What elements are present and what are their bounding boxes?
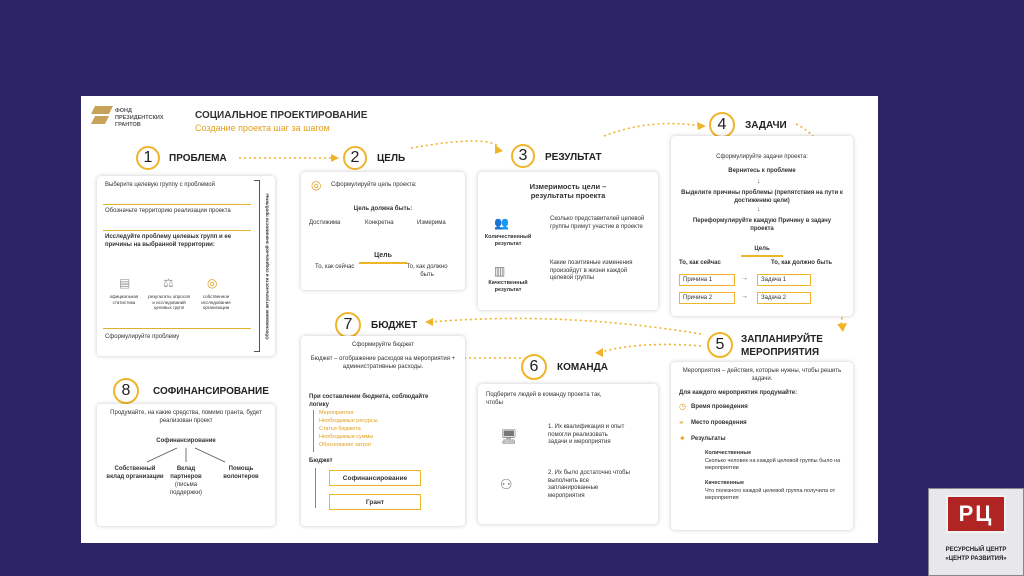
qual-label: Качественный результат — [488, 280, 528, 293]
problem-item-1: Выберите целевую группу с проблемой — [105, 182, 215, 188]
problem-item-3: Исследуйте проблему целевых групп и ее причины на выбранной территории: — [105, 234, 232, 248]
budget-logic: При составлении бюджета, соблюдайте логику — [309, 394, 429, 408]
budget-cofinancing: Софинансирование — [329, 470, 421, 486]
events-each: Для каждого мероприятия продумайте: — [679, 390, 798, 396]
events-item-1: Время проведения — [691, 404, 748, 410]
step-7-number: 7 — [335, 312, 361, 338]
infographic-slide — [81, 96, 878, 543]
step-6-title: КОМАНДА — [557, 362, 609, 373]
cofinancing-own: Собственный вклад организации — [106, 466, 164, 480]
badge-line-2: «ЦЕНТР РАЗВИТИЯ» — [945, 556, 1007, 562]
step-6-number: 6 — [521, 354, 547, 380]
tree-5: Обоснование затрат — [319, 442, 372, 448]
tasks-bar — [741, 255, 783, 257]
goal-prop-3: Измерима — [417, 220, 446, 226]
results-icon: ✦ — [679, 434, 686, 443]
tasks-right: То, как должно быть — [771, 260, 833, 266]
goal-must: Цель должна быть: — [353, 206, 413, 212]
badge-letters: РЦ — [958, 501, 994, 526]
logo-text-1: ФОНД — [115, 108, 132, 114]
scales-icon: ⚖ — [163, 276, 174, 290]
events-quant-head: Количественные — [705, 450, 752, 456]
budget-desc: Бюджет – отображение расходов на мероприятия + административные расходы. — [310, 356, 456, 370]
events-qual-head: Качественные — [705, 480, 745, 486]
budget-grant: Грант — [329, 494, 421, 510]
clock-icon: ◷ — [679, 402, 686, 411]
step-5-title-2: МЕРОПРИЯТИЯ — [741, 347, 820, 358]
side-note: Обоснование актуальности и социальной значимости проблемы — [264, 193, 270, 340]
document-icon: ▤ — [119, 276, 131, 290]
step-4-title: ЗАДАЧИ — [745, 120, 787, 131]
task-2: Задача 2 — [757, 292, 811, 304]
tasks-left: То, как сейчас — [679, 260, 721, 266]
goal-center: Цель — [374, 252, 392, 259]
arrow-down-icon: ↓ — [757, 178, 761, 185]
result-head: Измеримость цели – результаты проекта — [529, 182, 607, 200]
cofinancing-letters: (письма поддержки) — [169, 482, 203, 496]
source-own-research: собственное исследование организации — [201, 294, 231, 310]
location-icon: ⌖ — [679, 418, 684, 427]
badge-line-1: РЕСУРСНЫЙ ЦЕНТР — [945, 547, 1007, 553]
source-surveys: результаты опросов и исследований целевых групп — [148, 294, 190, 310]
cofinancing-center: Софинансирование — [156, 438, 216, 444]
cause-1: Причина 1 — [679, 274, 735, 286]
cofinancing-partners: Вклад партнеров — [170, 466, 202, 480]
page-title: СОЦИАЛЬНОЕ ПРОЕКТИРОВАНИЕ — [195, 110, 368, 121]
quant-label: Количественный результат — [484, 234, 532, 247]
tasks-step-1: Вернитесь к проблеме — [728, 168, 796, 174]
step-8-number: 8 — [113, 378, 139, 404]
cofinancing-card — [97, 404, 275, 526]
events-qual: Что полезного каждой целевой группа получила от мероприятия — [705, 488, 836, 501]
step-8-title: СОФИНАНСИРОВАНИЕ — [153, 386, 269, 397]
bracket-line — [254, 180, 260, 352]
tasks-step-2: Выделите причины проблемы (препятствия на пути к достижению цели) — [681, 190, 843, 204]
cofinancing-arrows — [97, 404, 275, 526]
tasks-center: Цель — [754, 246, 770, 252]
tree-3: Статья бюджета — [319, 426, 361, 432]
tree-1: Мероприятия — [319, 410, 354, 416]
problem-card — [97, 176, 275, 356]
budget-label: Бюджет — [309, 458, 333, 464]
team-point-1: 1. Их квалификация и опыт помогли реализовать задачи и мероприятия — [548, 424, 625, 445]
qual-desc: Какие позитивные изменения произойдут в жизни каждой целевой группы — [550, 260, 633, 281]
events-lead: Мероприятия – действия, которые нужны, чтобы решить задачи. — [682, 368, 842, 382]
presentation-icon: 🖥 — [500, 428, 518, 444]
logo-text-2: ПРЕЗИДЕНТСКИХ — [115, 115, 164, 121]
tree-line — [313, 410, 314, 452]
step-2-number: 2 — [343, 146, 367, 170]
step-3-title: РЕЗУЛЬТАТ — [545, 152, 602, 163]
logo-text-3: ГРАНТОВ — [115, 122, 141, 128]
divider — [103, 204, 251, 205]
team-card — [478, 384, 658, 524]
events-card — [671, 362, 853, 530]
goal-lead: Сформулируйте цель проекта: — [331, 182, 417, 188]
arrow-down-icon: ↓ — [757, 206, 761, 213]
budget-card — [301, 336, 465, 526]
step-1-number: 1 — [136, 146, 160, 170]
events-item-3: Результаты — [691, 436, 726, 442]
problem-item-2: Обозначьте территорию реализации проекта — [105, 208, 231, 214]
problem-item-4: Сформулируйте проблему — [105, 334, 180, 340]
tasks-card — [671, 136, 853, 316]
goal-card — [301, 172, 465, 290]
step-7-title: БЮДЖЕТ — [371, 320, 418, 331]
step-1-title: ПРОБЛЕМА — [169, 153, 227, 164]
cofinancing-volunteers: Помощь волонтеров — [223, 466, 259, 480]
source-statistics: официальная статистика — [109, 294, 139, 305]
team-icon: ⚇ — [500, 476, 513, 492]
goal-right: То, как должно быть — [406, 264, 448, 278]
step-5-number: 5 — [707, 332, 733, 358]
tree-2: Необходимые ресурсы — [319, 418, 378, 424]
budget-lead: Сформируйте бюджет — [352, 342, 414, 348]
step-2-title: ЦЕЛЬ — [377, 153, 406, 164]
team-point-2: 2. Их было достаточно чтобы выполнить все запланированные мероприятия — [548, 470, 630, 499]
quant-desc: Сколько представителей целевой группы примут участие в проекте — [550, 216, 645, 230]
page-subtitle: Создание проекта шаг за шагом — [195, 123, 330, 133]
arrow-right-icon: → — [741, 275, 748, 282]
step-3-number: 3 — [511, 144, 535, 168]
step-4-number: 4 — [709, 112, 735, 138]
resource-center-badge — [928, 488, 1024, 576]
buildings-icon: ▥ — [494, 264, 506, 278]
budget-branch — [315, 468, 316, 508]
cause-2: Причина 2 — [679, 292, 735, 304]
arrow-right-icon: → — [741, 293, 748, 300]
goal-prop-2: Конкретна — [365, 220, 394, 226]
goal-left: То, как сейчас — [315, 264, 355, 270]
events-quant: Сколько человек на каждой целевой группы было на мероприятии — [705, 458, 841, 471]
tasks-lead: Сформулируйте задачи проекта: — [716, 154, 808, 160]
team-lead: Подберите людей в команду проекта так, чтобы — [486, 392, 602, 406]
step-5-title-1: ЗАПЛАНИРУЙТЕ — [741, 334, 823, 345]
result-card — [478, 172, 658, 310]
tree-4: Необходимые суммы — [319, 434, 374, 440]
tasks-step-3: Переформулируйте каждую Причину в задачу проекта — [692, 218, 832, 232]
research-icon: ◎ — [207, 276, 218, 290]
badge-logo — [946, 495, 1006, 533]
divider — [103, 230, 251, 231]
task-1: Задача 1 — [757, 274, 811, 286]
goal-prop-1: Достижима — [309, 220, 341, 226]
divider — [103, 328, 251, 329]
people-icon: 👥 — [494, 216, 509, 230]
target-icon: ◎ — [311, 178, 322, 192]
cofinancing-lead: Продумайте, на какие средства, помимо гранта, будет реализован проект — [110, 410, 262, 424]
events-item-2: Место проведения — [691, 420, 747, 426]
